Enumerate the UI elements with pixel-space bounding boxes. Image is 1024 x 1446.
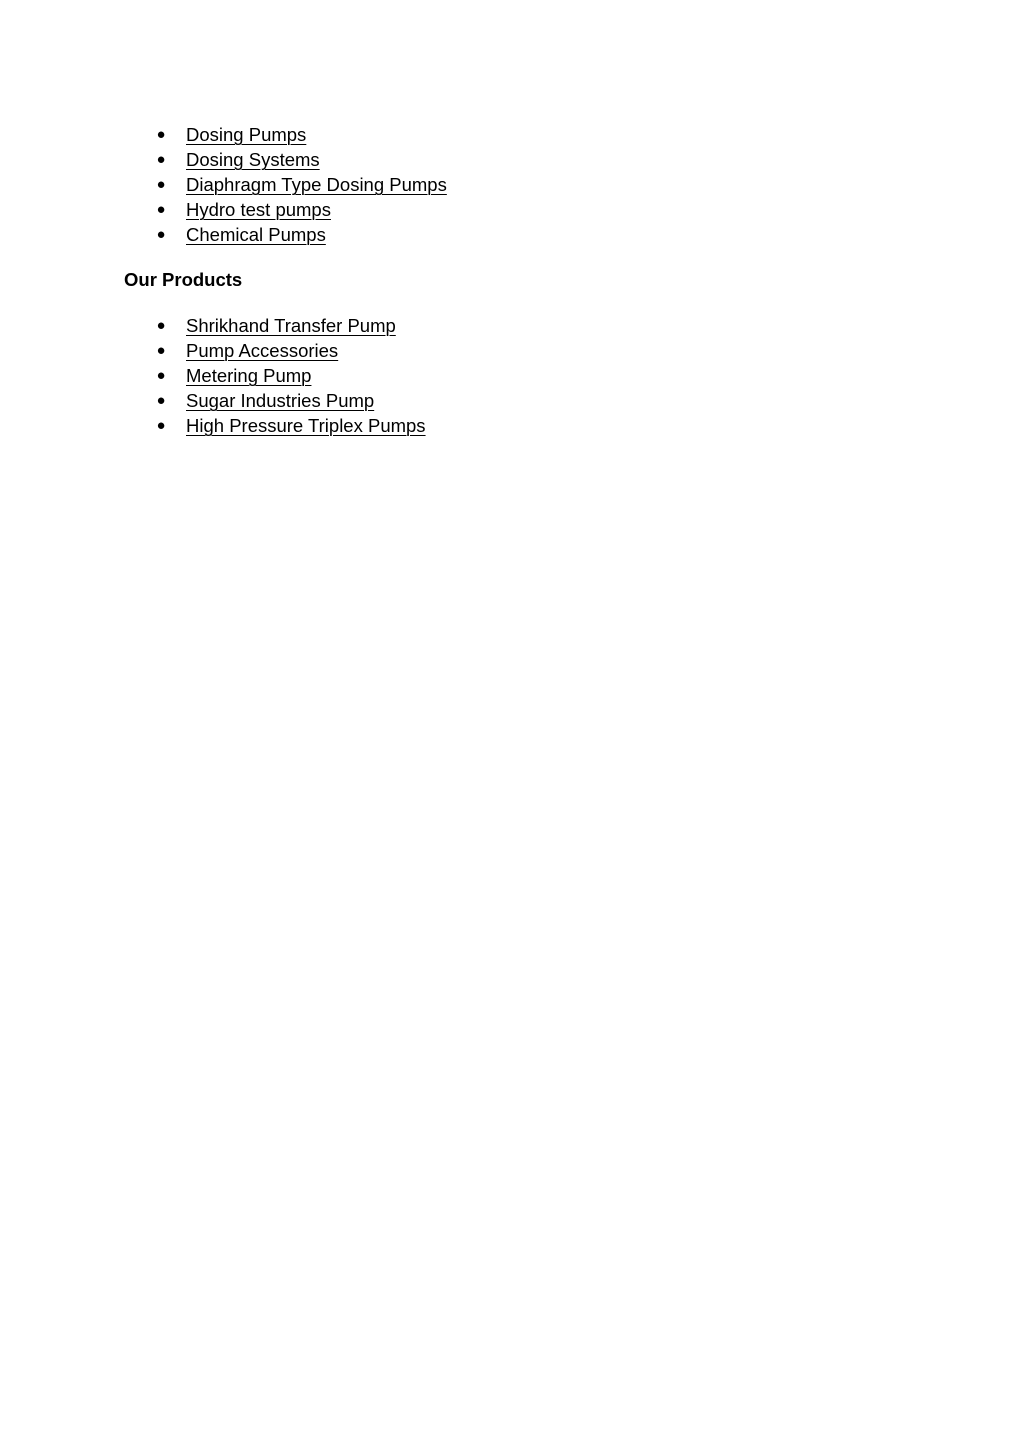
bullet-icon: ● [156,176,166,193]
link-high-pressure-triplex-pumps[interactable]: High Pressure Triplex Pumps [186,415,426,436]
link-pump-accessories[interactable]: Pump Accessories [186,340,339,361]
list-item [0,222,1024,247]
list-item [0,363,1024,388]
list-item [0,122,1024,147]
list-item [0,338,1024,363]
link-hydro-test-pumps[interactable]: Hydro test pumps [186,199,331,220]
bullet-icon: ● [156,342,166,359]
bullet-icon: ● [156,392,166,409]
link-diaphragm-type-dosing-pumps[interactable]: Diaphragm Type Dosing Pumps [186,174,447,195]
products-link-list [0,313,1024,438]
list-item [0,388,1024,413]
list-item [0,197,1024,222]
list-item [0,147,1024,172]
bullet-icon: ● [156,226,166,243]
list-item [0,313,1024,338]
bullet-icon: ● [156,151,166,168]
link-dosing-systems[interactable]: Dosing Systems [186,149,320,170]
link-metering-pump[interactable]: Metering Pump [186,365,312,386]
bullet-icon: ● [156,126,166,143]
bullet-icon: ● [156,201,166,218]
link-chemical-pumps[interactable]: Chemical Pumps [186,224,326,245]
category-link-list [0,122,1024,247]
bullet-icon: ● [156,317,166,334]
list-item [0,413,1024,438]
list-item [0,172,1024,197]
link-dosing-pumps[interactable]: Dosing Pumps [186,124,307,145]
link-shrikhand-transfer-pump[interactable]: Shrikhand Transfer Pump [186,315,396,336]
link-sugar-industries-pump[interactable]: Sugar Industries Pump [186,390,375,411]
our-products-heading: Our Products [124,269,243,290]
bullet-icon: ● [156,367,166,384]
bullet-icon: ● [156,417,166,434]
